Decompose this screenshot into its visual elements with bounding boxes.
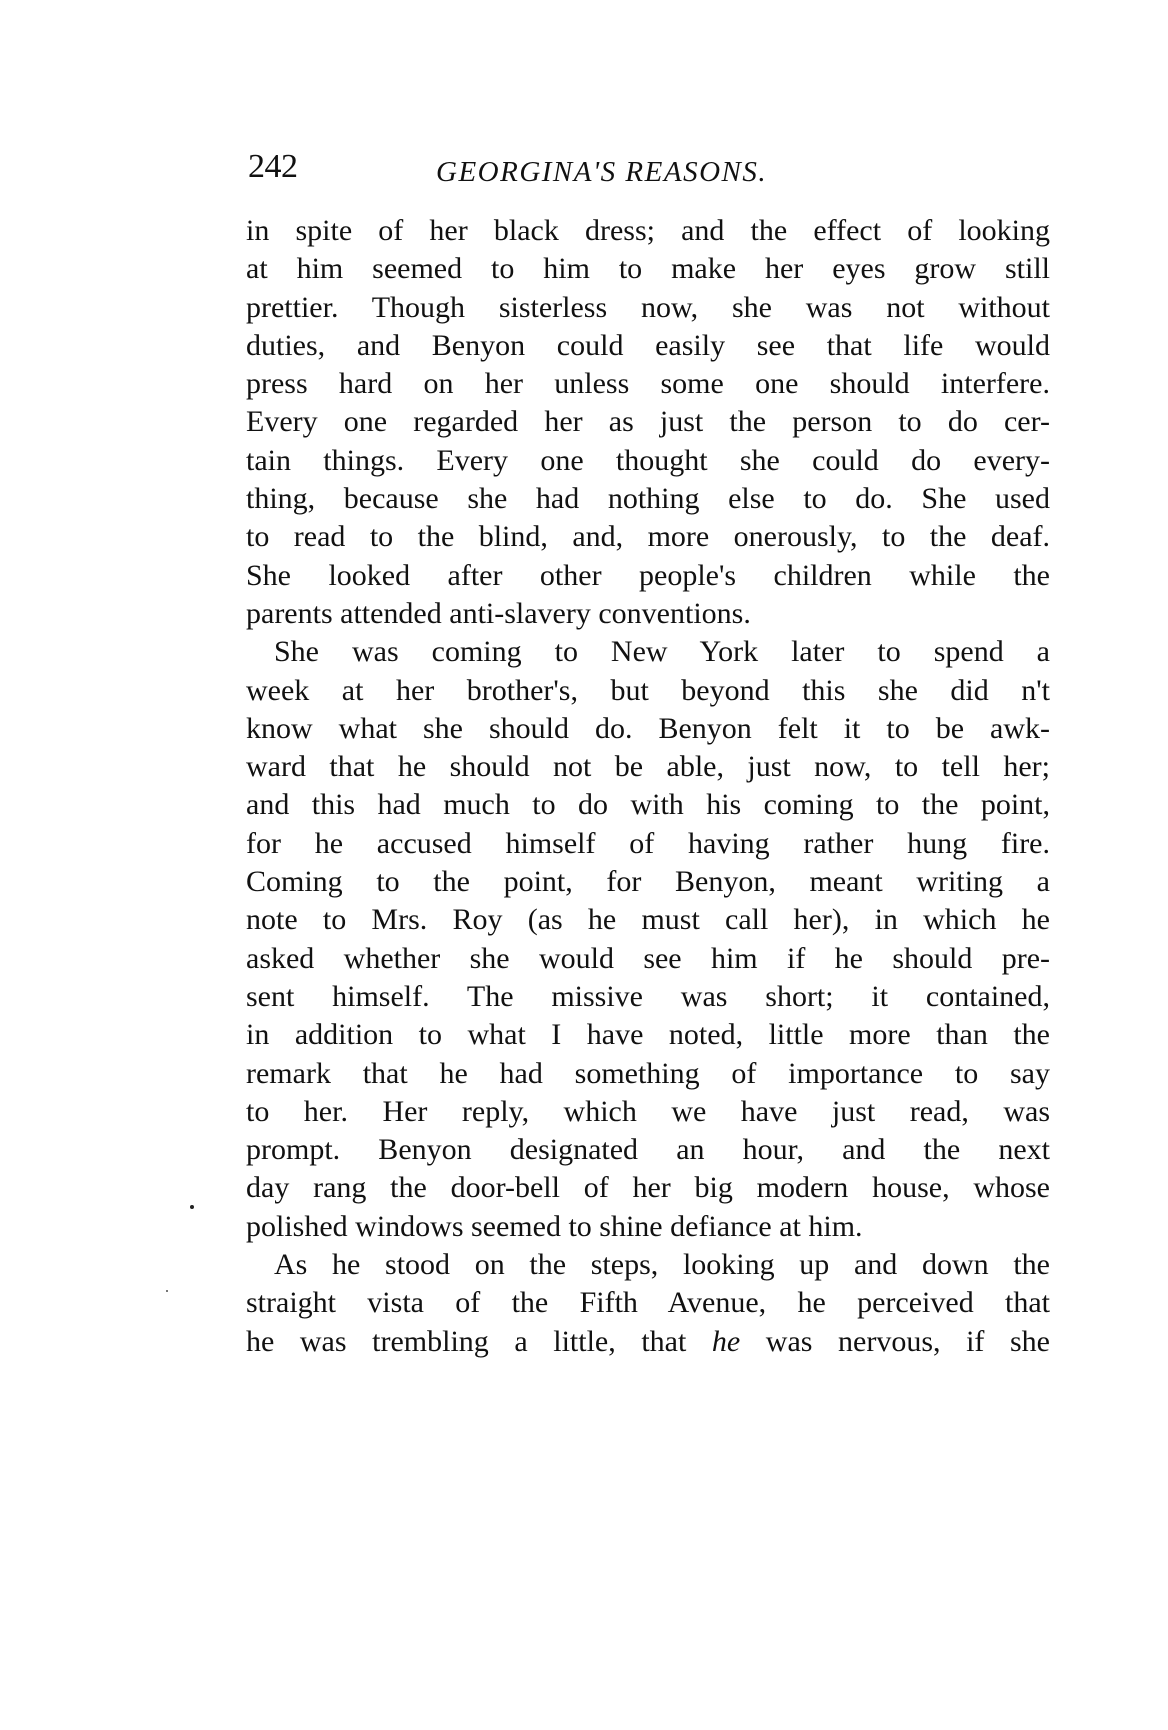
body-text: [246, 212, 1050, 1361]
text-line: at him seemed to him to make her eyes grow still: [246, 252, 1050, 286]
page-header: [248, 148, 1048, 198]
text-line: Every one regarded her as just the person to do cer-: [246, 405, 1050, 439]
text-line: to her. Her reply, which we have just read, was: [246, 1094, 1050, 1128]
text-line: day rang the door-bell of her big modern house, whose: [246, 1171, 1050, 1205]
text-line: press hard on her unless some one should interfere.: [246, 367, 1050, 401]
text-line: asked whether she would see him if he should pre-: [246, 941, 1050, 975]
text-line: Coming to the point, for Benyon, meant writing a: [246, 865, 1050, 899]
text-line: in spite of her black dress; and the effect of looking: [246, 214, 1050, 247]
text-line: polished windows seemed to shine defiance at him.: [246, 1209, 863, 1243]
text-line: and this had much to do with his coming to the point,: [246, 788, 1050, 822]
text-line: to read to the blind, and, more onerously, to the deaf.: [246, 520, 1050, 554]
text-line: note to Mrs. Roy (as he must call her), in which he: [246, 903, 1050, 937]
text-line: he was trembling a little, that he was nervous, if she: [246, 1324, 1050, 1358]
text-line: thing, because she had nothing else to do. She used: [246, 482, 1050, 516]
text-line: prettier. Though sisterless now, she was not without: [246, 290, 1050, 324]
text-line: sent himself. The missive was short; it contained,: [246, 979, 1050, 1013]
text-line: She was coming to New York later to spend a: [274, 635, 1050, 669]
text-line: in addition to what I have noted, little more than the: [246, 1018, 1050, 1052]
text-line: parents attended anti-slavery conventions.: [246, 596, 751, 630]
text-line: duties, and Benyon could easily see that life would: [246, 328, 1050, 362]
margin-mark: [190, 1205, 194, 1209]
text-line: As he stood on the steps, looking up and down the: [274, 1248, 1050, 1282]
text-line: week at her brother's, but beyond this she did n't: [246, 673, 1050, 707]
page-number: 242: [248, 148, 298, 185]
text-line: She looked after other people's children while the: [246, 558, 1050, 592]
emphasis: he: [711, 1324, 741, 1358]
text-line: ward that he should not be able, just now, to tell her;: [246, 750, 1050, 784]
text-line: remark that he had something of importance to say: [246, 1056, 1050, 1090]
text-line: know what she should do. Benyon felt it to be awk-: [246, 711, 1050, 745]
margin-speck: [166, 1290, 168, 1292]
text-line: for he accused himself of having rather hung fire.: [246, 826, 1050, 860]
text-line: prompt. Benyon designated an hour, and the next: [246, 1133, 1050, 1167]
text-line: tain things. Every one thought she could do every-: [246, 443, 1050, 477]
text-line: straight vista of the Fifth Avenue, he perceived that: [246, 1286, 1050, 1320]
running-head: GEORGINA'S REASONS.: [436, 156, 768, 188]
